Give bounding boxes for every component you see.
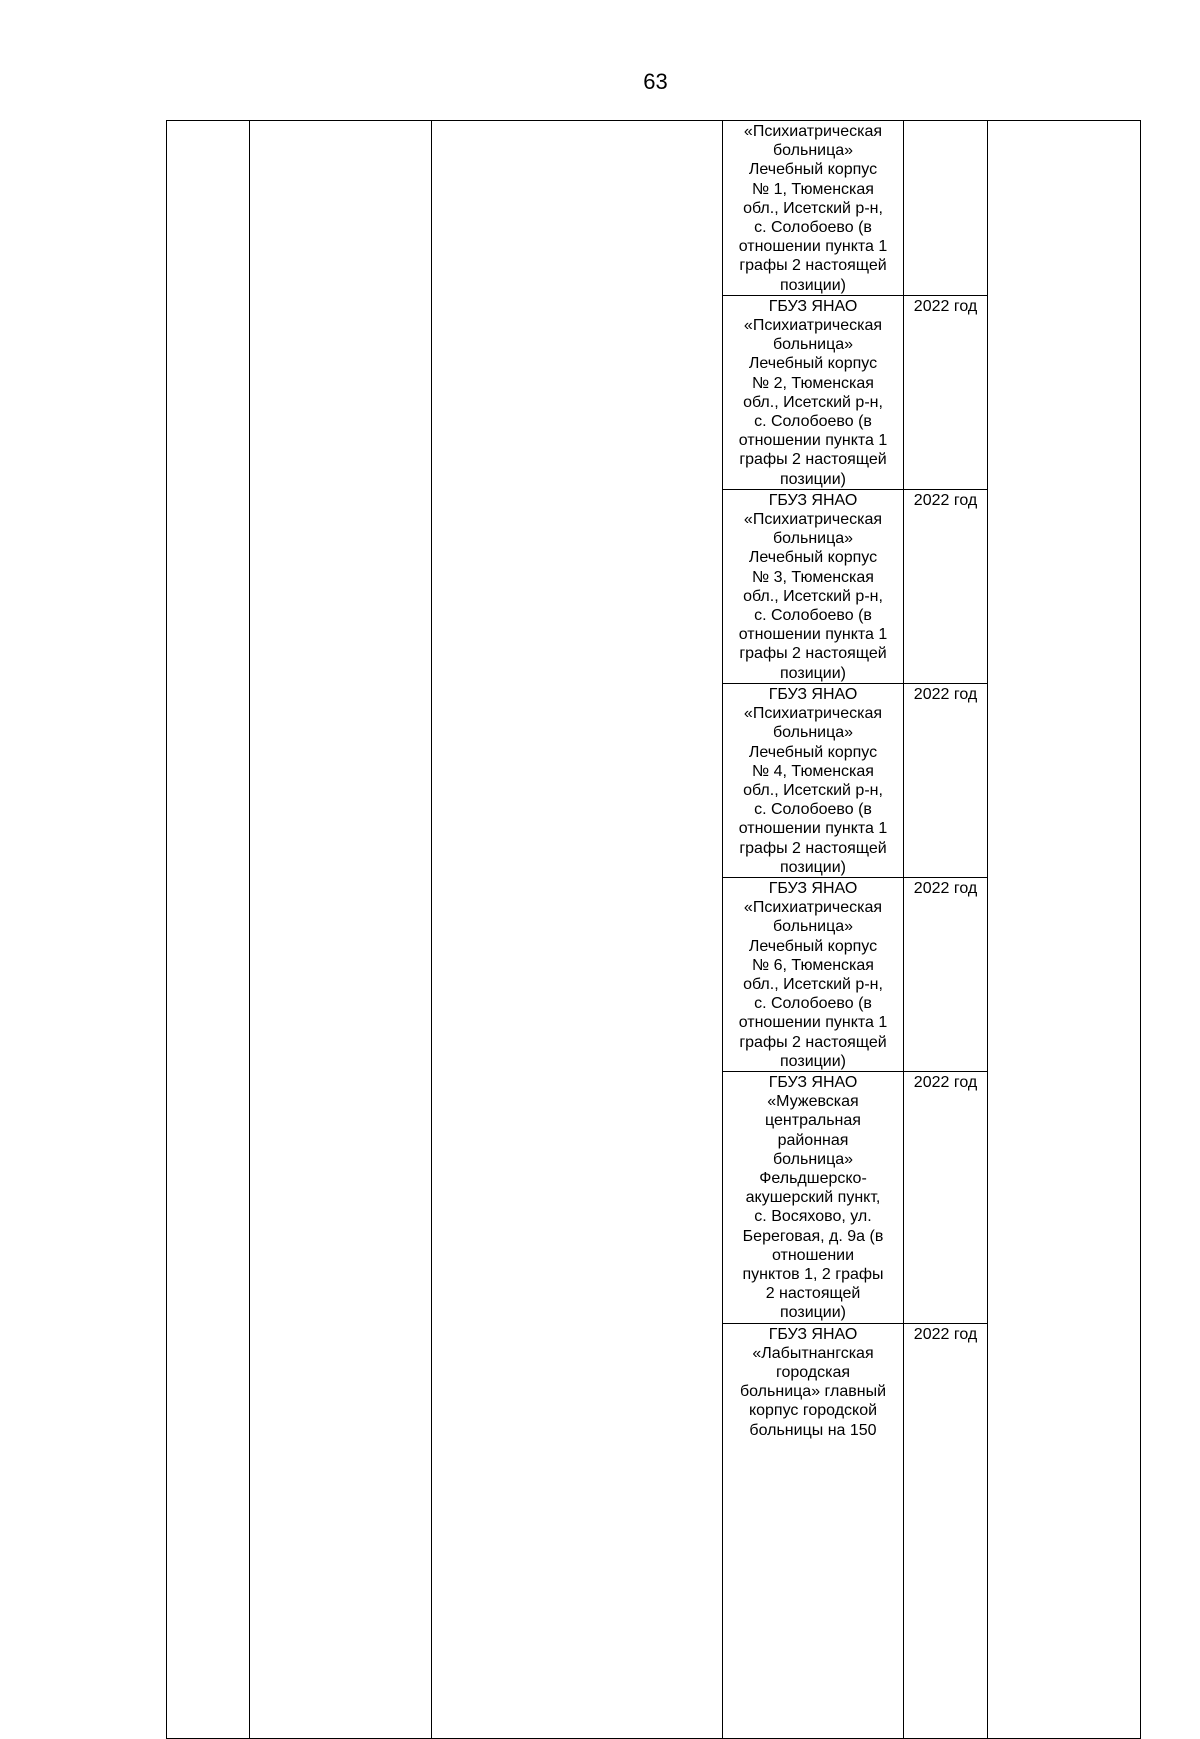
facility-text: «Психиатрическая больница» Лечебный корпус № 1, Тюменская обл., Исетский р-н, с. Солобоево (в отношении пункта 1 графы 2 настоящей позиции) (738, 123, 888, 294)
facility-text: ГБУЗ ЯНАО «Психиатрическая больница» Лечебный корпус № 3, Тюменская обл., Исетский р-н, с. Солобоево (в отношении пункта 1 графы 2 настоящей позиции) (738, 491, 888, 682)
facility-text: ГБУЗ ЯНАО «Психиатрическая больница» Лечебный корпус № 2, Тюменская обл., Исетский р-н, с. Солобоево (в отношении пункта 1 графы 2 настоящей позиции) (738, 297, 888, 488)
table-row (167, 121, 1141, 296)
facility-text: ГБУЗ ЯНАО «Мужевская центральная районная больница» Фельдшерско- акушерский пункт, с. Восяхово, ул. Береговая, д. 9а (в отношении пунктов 1, 2 графы 2 настоящей позиции) (742, 1073, 884, 1322)
year-text: 2022 год (913, 297, 978, 315)
year-text: 2022 год (913, 491, 978, 509)
year-cell (904, 489, 988, 683)
year-cell (904, 683, 988, 877)
facility-cell (723, 1323, 904, 1738)
year-cell (904, 877, 988, 1071)
facility-text: ГБУЗ ЯНАО «Психиатрическая больница» Лечебный корпус № 6, Тюменская обл., Исетский р-н, с. Солобоево (в отношении пункта 1 графы 2 настоящей позиции) (738, 879, 888, 1070)
facility-cell (723, 683, 904, 877)
page-number: 63 (643, 69, 668, 94)
year-text: 2022 год (913, 1073, 978, 1091)
year-text: 2022 год (913, 685, 978, 703)
facility-text: ГБУЗ ЯНАО «Лабытнангская городская больница» главный корпус городской больницы на 150 (739, 1325, 887, 1439)
facility-cell (723, 489, 904, 683)
col-6-cell (988, 121, 1141, 1739)
col-1-cell (167, 121, 250, 1739)
year-text: 2022 год (913, 879, 978, 897)
year-text: 2022 год (913, 1325, 978, 1343)
document-table (166, 120, 1141, 1739)
facility-text: ГБУЗ ЯНАО «Психиатрическая больница» Лечебный корпус № 4, Тюменская обл., Исетский р-н, с. Солобоево (в отношении пункта 1 графы 2 настоящей позиции) (738, 685, 888, 876)
facility-cell (723, 121, 904, 296)
year-cell (904, 121, 988, 296)
year-cell (904, 1323, 988, 1738)
col-3-cell (432, 121, 723, 1739)
facility-cell (723, 295, 904, 489)
year-cell (904, 295, 988, 489)
col-2-cell (250, 121, 432, 1739)
facility-cell (723, 1071, 904, 1323)
year-cell (904, 1071, 988, 1323)
facility-cell (723, 877, 904, 1071)
